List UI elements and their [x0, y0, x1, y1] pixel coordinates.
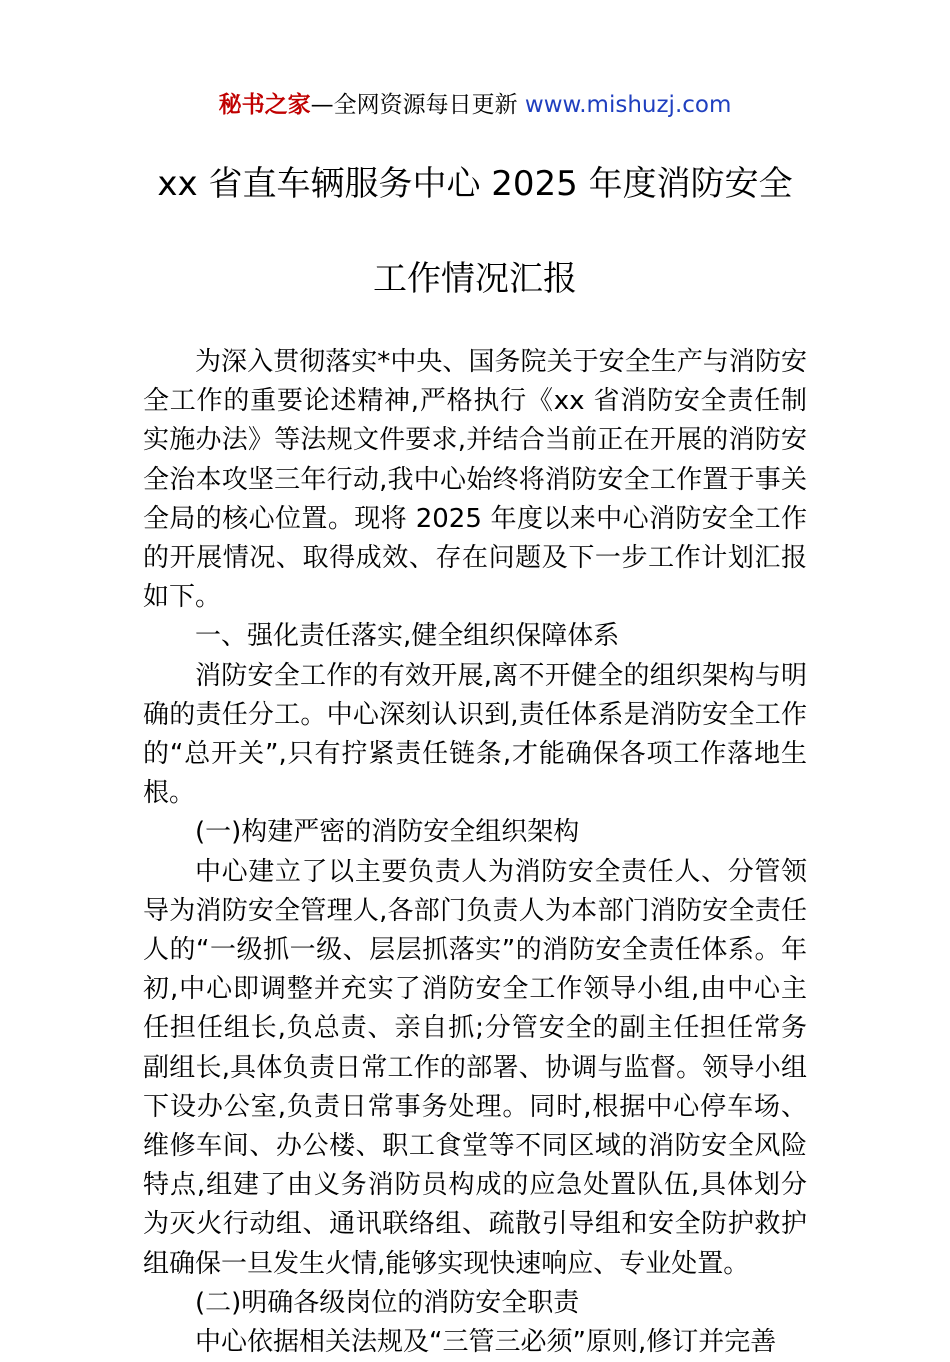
subsection-heading-1: (一)构建严密的消防安全组织架构	[195, 817, 580, 848]
intro-paragraph: 为深入贯彻落实*中央、国务院关于安全生产与消防安全工作的重要论述精神,严格执行《xx 省消防安全责任制实施办法》等法规文件要求,并结合当前正在开展的消防安全治本攻坚三年行动,我中心始终将消防安全工作置于事关全局的核心位置。现将 2025 年度以来中心消防安全工作的开展情况、取得成效、存在问题及下一步工作计划汇报如下。	[143, 347, 807, 613]
subsection-1-paragraph: 中心建立了以主要负责人为消防安全责任人、分管领导为消防安全管理人,各部门负责人为本部门消防安全责任人的“一级抓一级、层层抓落实”的消防安全责任体系。年初,中心即调整并充实了消防安全工作领导小组,由中心主任担任组长,负总责、亲自抓;分管安全的副主任担任常务副组长,具体负责日常工作的部署、协调与监督。领导小组下设办公室,负责日常事务处理。同时,根据中心停车场、维修车间、办公楼、职工食堂等不同区域的消防安全风险特点,组建了由义务消防员构成的应急处置队伍,具体划分为灭火行动组、通讯联络组、疏散引导组和安全防护救护组确保一旦发生火情,能够实现快速响应、专业处置。	[143, 856, 807, 1279]
document-body	[143, 343, 807, 1362]
section-heading-1: 一、强化责任落实,健全组织保障体系	[195, 621, 620, 652]
document-title-line-2: 工作情况汇报	[373, 259, 577, 299]
site-header	[0, 88, 950, 122]
brand-name: 秘书之家	[218, 92, 311, 118]
site-url-link[interactable]: www.mishuzj.com	[524, 92, 732, 118]
subsection-heading-2: (二)明确各级岗位的消防安全职责	[195, 1287, 580, 1318]
section-1-paragraph: 消防安全工作的有效开展,离不开健全的组织架构与明确的责任分工。中心深刻认识到,责任体系是消防安全工作的“总开关”,只有拧紧责任链条,才能确保各项工作落地生根。	[143, 660, 807, 809]
document-title-line-1: xx 省直车辆服务中心 2025 年度消防安全	[157, 164, 793, 204]
header-tagline: —全网资源每日更新	[310, 92, 525, 118]
subsection-2-paragraph: 中心依据相关法规及“三管三必须”原则,修订并完善	[195, 1327, 777, 1358]
